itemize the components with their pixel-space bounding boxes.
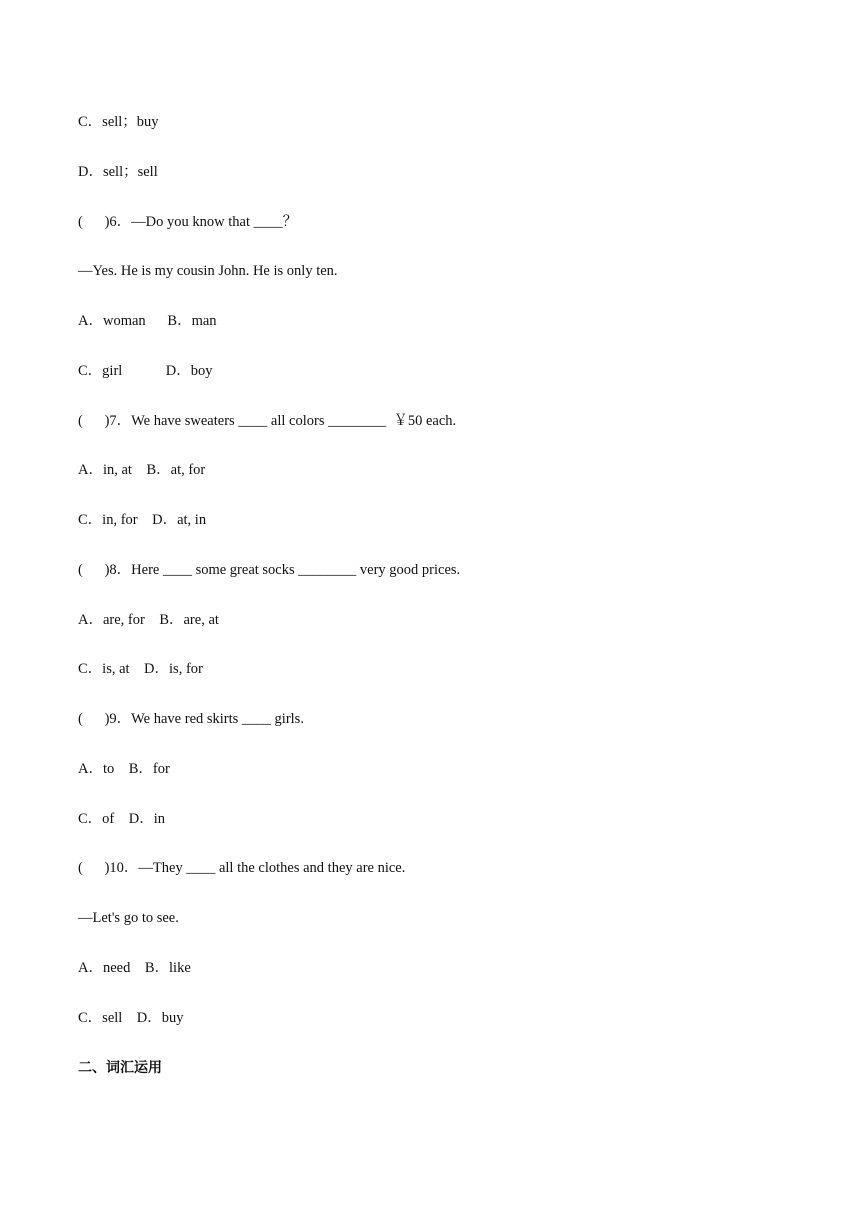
section-heading: 二、词汇运用 (78, 1060, 162, 1076)
question-6: ( )6．—Do you know that ____？ (78, 214, 298, 230)
option-line-q8-cd: C．is, at D．is, for (78, 661, 203, 677)
question-7: ( )7．We have sweaters ____ all colors ________ ￥50 each. (78, 413, 457, 429)
option-line-q10-cd: C．sell D．buy (78, 1010, 184, 1026)
option-line-q6-ab: A．woman B．man (78, 313, 217, 329)
question-10: ( )10．—They ____ all the clothes and they are nice. (78, 860, 406, 876)
dialogue-line-q6: —Yes. He is my cousin John. He is only ten. (78, 263, 338, 279)
question-9: ( )9．We have red skirts ____ girls. (78, 711, 304, 727)
dialogue-line-q10: —Let's go to see. (78, 910, 179, 926)
option-line-q9-cd: C．of D．in (78, 811, 165, 827)
option-line-q6-cd: C．girl D．boy (78, 363, 213, 379)
option-line-q10-ab: A．need B．like (78, 960, 191, 976)
question-8: ( )8．Here ____ some great socks ________ very good prices. (78, 562, 461, 578)
option-line-q7-cd: C．in, for D．at, in (78, 512, 207, 528)
option-line-q7-ab: A．in, at B．at, for (78, 462, 206, 478)
option-line-q9-ab: A．to B．for (78, 761, 170, 777)
option-line-q5-cd2: D．sell；sell (78, 164, 158, 180)
option-line-q8-ab: A．are, for B．are, at (78, 612, 219, 628)
option-line-q5-cd1: C．sell；buy (78, 114, 159, 130)
